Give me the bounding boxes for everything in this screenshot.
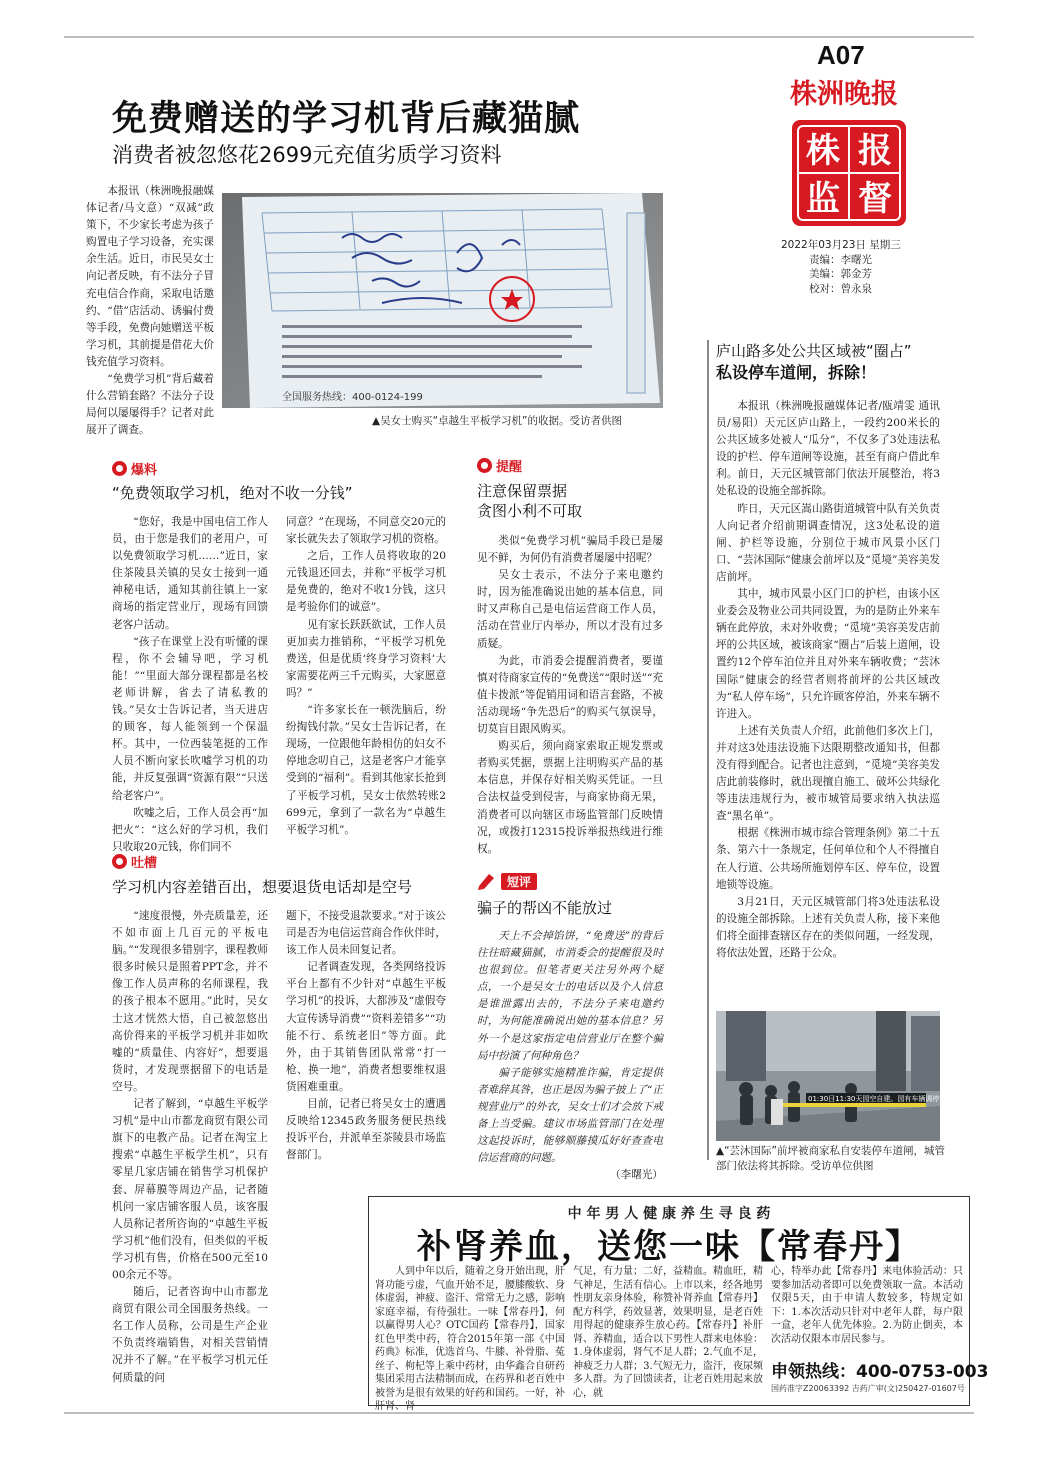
section-column: [477, 533, 663, 861]
section-column: [477, 928, 663, 1180]
stamp-char: 监: [806, 179, 840, 219]
issue-date: 2022年03月23日 星期三: [781, 239, 901, 251]
author-credit: （李曙光）: [610, 1169, 663, 1182]
ad-headline: 补肾养血，送您一味【常春丹】: [417, 1227, 921, 1267]
side-article-body: [716, 398, 940, 1010]
body-paragraph: 见有家长跃跃欲试，工作人员更加卖力推销称，“平板学习机免费送，但是优质‘终身学习资料’大家需要花两三千元购买，大家愿意吗？”: [286, 618, 446, 699]
body-paragraph: 吴女士表示，不法分子来电邀约时，因为能准确说出她的基本信息，同时又声称自己是电信运营商工作人员，活动在营业厅内举办，所以才没有过多质疑。: [477, 569, 663, 650]
badge-dot-icon: [477, 458, 492, 473]
section-title: 学习机内容差错百出，想要退货电话却是空号: [112, 878, 413, 896]
receipt-hotline: 全国服务热线：400-0124-199: [282, 392, 423, 403]
badge-label: 爆料: [131, 463, 158, 478]
body-paragraph: 本报讯（株洲晚报融媒体记者/瓯靖雯 通讯员/易阳）天元区庐山路上，一段约200米长的公共区域多处被人“瓜分”，不仅多了3处违法私设的护栏、停车道闸等设施，甚至有商户借此牟利。前日，天元区城管部门依法开展整治，将3处私设的设施全部拆除。: [716, 400, 940, 498]
body-paragraph: 昨日，天元区嵩山路街道城管中队有关负责人向记者介绍前期调查情况，这3处私设的道闸、护栏等设施，分别位于城市风景小区门口、“芸沐国际”健康会前坪以及“觅境”美容美发店前坪。: [716, 502, 940, 583]
stamp-char: 报: [858, 131, 892, 171]
side-title-line: 庐山路多处公共区域被“圈占”: [716, 342, 912, 360]
body-paragraph: 随后，记者咨询中山市都龙商贸有限公司全国服务热线。一名工作人员称，公司是生产企业不负责终端销售，对相关营销情况并不了解。”在平板学习机元任何质量的问: [112, 1286, 268, 1384]
section-title: “免费领取学习机，绝对不收一分钱”: [112, 484, 353, 502]
lead-paragraph: 本报讯（株洲晚报融媒体记者/马文意）“双减”政策下，不少家长考虑为孩子购置电子学习设备，充实课余生活。近日，市民吴女士向记者反映，有不法分子冒充电信合作商，采取电话邀约、“借”店活动、诱骗付费等手段，免费向她赠送平板学习机，其前提是借花大价钱充值学习资料。: [86, 185, 214, 368]
barrier-photo: [716, 1011, 968, 1141]
body-paragraph: 目前，记者已将吴女士的遭遇反映给12345政务服务便民热线投诉平台，并派单至茶陵县市场监督部门。: [286, 1098, 446, 1162]
body-paragraph: 3月21日，天元区城管部门将3处违法私设的设施全部拆除。上述有关负责人称，接下来他们将全面排查辖区存在的类似问题，一经发现，将依法处置，还路于公众。: [716, 895, 940, 959]
receipt-caption: ▲吴女士购买“卓越生平板学习机”的收据。受访者供图: [372, 415, 622, 427]
body-paragraph: 同意？”在现场，不同意交20元的家长就失去了领取学习机的资格。: [286, 516, 446, 546]
ad-column: [771, 1265, 963, 1349]
body-paragraph: 之后，工作人员将收取的20元钱退还回去，并称“平板学习机是免费的，绝对不收1分钱，这只是考验你们的诚意”。: [286, 550, 446, 614]
photo-banner-text: 01:30日11:30天园空自建。园有车辆调停至我一根: [808, 1095, 968, 1103]
lead-column: [86, 183, 214, 437]
body-paragraph: 根据《株洲市城市综合管理条例》第二十五条、第六十一条规定，任何单位和个人不得擅自在人行道、公共场所施划停车区、停车位，设置地锁等设施。: [716, 827, 940, 891]
column-stamp: [788, 116, 910, 230]
body-paragraph: 记者了解到，“卓越生平板学习机”是中山市都龙商贸有限公司旗下的电教产品。记者在淘宝上搜索“卓越生平板学生机”，只有零星几家店铺在销售学习机保护套、屏幕膜等周边产品，记者随机问一家店铺客服人员，该客服人员称记者所咨询的“卓越生平板学习机”他们没有，但类似的平板学习机有售，价格在500元至1000余元不等。: [112, 1098, 268, 1281]
badge-label: 短评: [501, 873, 537, 890]
main-headline: 免费赠送的学习机背后藏猫腻: [112, 99, 581, 139]
body-paragraph: 购买后，须向商家索取正规发票或者购买凭据，票据上注明购买产品的基本信息，并保存好相关购买凭证。一旦合法权益受到侵害，与商家协商无果，消费者可以向辖区市场监管部门反映情况，或拨打12315投诉举报热线进行维权。: [477, 740, 663, 855]
receipt-photo: [222, 193, 663, 408]
body-paragraph: “您好，我是中国电信工作人员，由于您是我们的老用户，可以免费领取学习机……”近日，家住茶陵县关镇的吴女士接到一通神秘电话，通知其前往镇上一家商场的指定营业厅，现场有回馈老客户活动。: [112, 516, 268, 631]
stamp-char: 督: [858, 179, 892, 219]
section-badge-duanping: [477, 872, 537, 890]
ad-text: 气足，有力量；二好，益精血。精血旺，精气神足，生活有信心。上市以来，经各地男性朋友亲身体验，称赞补肾养血【常春丹】配方科学，药效显著，效果明显，是老百姓用得起的健康养生放心药。【常春丹】补肝肾、养精血，适合以下男性人群来电体验：1.身体虚弱，肾气不足人群；2.气血不足，神疲乏力人群；3.气短无力，盗汗，夜尿频多人群。为了回馈读者，让老百姓用起来放心，就: [573, 1266, 763, 1399]
body-paragraph: “孩子在课堂上没有听懂的课程，你不会辅导吧，学习机能！”“里面大部分课程都是名校老师讲解，省去了请私教的钱。”吴女士告诉记者，当天进店的顾客，每人能领到一个保温杯。其中，一位西装笔挺的工作人员不断向家长吹嘘学习机的功能，并反复强调“资源有限”“只送给老客户”。: [112, 635, 268, 802]
section-title: 贪图小利不可取: [477, 502, 583, 520]
top-rule: [64, 36, 974, 38]
body-paragraph: “速度很慢，外壳质量差，还不如市面上几百元的平板电脑。”“发现很多错别字，课程教师很多时候只是照着PPT念，并不像工作人员声称的名师课程，我的孩子根本不愿用。”此时，吴女士这才恍然大悟，自己被忽悠出高价得来的平板学习机并非如吹嘘的“质量佳、内容好”，想要退货时，才发现票据留下的电话是空号。: [112, 910, 268, 1093]
proof-credit: 校对：曾永泉: [809, 282, 872, 295]
body-paragraph: 为此，市消委会提醒消费者，要谨慎对待商家宣传的“免费送”“限时送”“充值卡拨派”等促销用词和语言套路，不被活动现场“争先恐后”的购买气氛误导，切莫盲目跟风购买。: [477, 654, 663, 736]
section-column: [112, 908, 268, 1394]
masthead-logo: [778, 76, 910, 112]
ad-column: [573, 1265, 763, 1399]
page-number: A07: [817, 40, 865, 70]
lead-paragraph: “免费学习机”背后藏着什么营销套路？不法分子设局何以屡屡得手？记者对此展开了调查。: [86, 373, 214, 437]
body-paragraph: 天上不会掉馅饼，“免费送”的背后往往暗藏猫腻，市消委会的提醒很及时也很到位。但笔者更关注另外两个疑点，一个是吴女士的电话以及个人信息是谁泄露出去的，不法分子来电邀约时，为何能准确说出她的基本信息？另外一个是这家指定电信营业厅在整个骗局中扮演了何种角色？: [477, 930, 663, 1062]
barrier-caption: ▲“芸沐国际”前坪被商家私自安装停车道闸，城管部门依法将其拆除。受访单位供图: [716, 1145, 945, 1172]
section-badge-tucao: [112, 852, 157, 871]
stamp-char: 株: [806, 131, 840, 171]
body-paragraph: “许多家长在一顿洗脑后，纷纷掏钱付款。”吴女士告诉记者，在现场，一位跟他年龄相仿的妇女不停地念叨自己，这是老客户才能享受到的“福利”。看到其他家长抢到了平板学习机，吴女士依然转账2699元，拿到了一款名为“卓越生平板学习机”。: [286, 704, 446, 836]
issue-meta: [781, 238, 901, 296]
badge-label: 吐槽: [131, 856, 158, 871]
section-title: 骗子的帮凶不能放过: [477, 899, 613, 917]
ad-text: 人到中年以后，随着之身开始出现，肝肾功能亏虚，气血开始不足，腰膝酸软、身体虚弱，神疲、盗汗、常常无力之感，影响家庭幸福，有待强壮。一味【常春丹】，何以赢得男人心？OTC国药【常春丹】，国家红色甲类中药，符合2015年第一部《中国药典》标准，优选首乌、牛膝、补骨脂、菟丝子、枸杞等上乘中药材，由华鑫合自研药集团采用古法精制而成，在药界和老百姓中被誉为是很有效果的好药和国药。一好，补肝肾、肾: [375, 1266, 565, 1412]
body-paragraph: 记者调查发现，各类网络投诉平台上都有不少针对“卓越生平板学习机”的投诉，大都涉及“虚假夸大宣传诱导消费”“资料差错多”“功能不行、系统老旧”等方面。此外，由于其销售团队常常“打一枪、换一地”，消费者想要维权退货困难重重。: [286, 961, 446, 1093]
editor-credit: 责编：李曙光: [809, 253, 872, 266]
ad-text: 心，特举办此【常春丹】来电体验活动：只要参加活动者即可以免费领取一盒。本活动仅限5天，由于申请人数较多，特规定如下：1.本次活动只针对中老年人群，每户限一盒，老年人优先体验。2.为防止倒卖，本次活动仅限本市居民参与。: [771, 1266, 963, 1345]
body-paragraph: 类似“免费学习机”骗局手段已是屡见不鲜，为何仍有消费者屡屡中招呢？: [477, 535, 663, 565]
designer-credit: 美编：郭金芳: [809, 268, 872, 280]
body-paragraph: 吹嘘之后，工作人员会再“加把火”：“这么好的学习机，我们只收取20元钱，你们同不: [112, 806, 268, 853]
section-column: [112, 514, 268, 853]
badge-dot-icon: [112, 854, 127, 869]
side-title-line: 私设停车道闸，拆除！: [716, 363, 877, 382]
badge-label: 提醒: [496, 460, 523, 475]
body-paragraph: 其中，城市风景小区门口的护栏，由该小区业委会及物业公司共同设置，为的是防止外来车辆在此停放，未对外收费；“觅境”美容美发店前坪的公共区域，被该商家“圈占”后装上道闸，设置约12个停车泊位并且对外来车辆收费；“芸沐国际”健康会的经营者则将前坪的公共区域改为“私人停车场”，只允许顾客停泊，外来车辆不许进入。: [716, 588, 940, 720]
ad-kicker: 中 年 男 人 健 康 养 生 寻 良 药: [567, 1206, 771, 1222]
badge-dot-icon: [112, 461, 127, 476]
pen-icon: [477, 872, 497, 890]
section-column: [286, 514, 446, 836]
ad-column: [375, 1265, 565, 1412]
section-title: 注意保留票据: [477, 482, 568, 500]
section-column: [286, 908, 446, 1170]
body-paragraph: 骗子能够实施精准诈骗，肯定提供者难辞其咎，也正是因为骗子披上了“正规营业厅”的外衣，吴女士们才会放下戒备上当受骗。建议市场监管部门在处理这起投诉时，能够顺藤摸瓜好好查查电信运营商的问题。: [477, 1066, 663, 1165]
main-subhead: 消费者被忽悠花2699元充值劣质学习资料: [112, 143, 502, 167]
side-article-title: [716, 341, 946, 383]
ad-block: [368, 1196, 989, 1412]
side-article-frame: [707, 340, 709, 1160]
section-badge-baoliao: [112, 459, 157, 478]
ad-approval: 国药准字Z20063392 吉药广审(文)250427-01607号: [771, 1384, 965, 1393]
masthead-name: 株洲晚报: [790, 79, 898, 110]
ad-hotline: 申领热线：400-0753-003: [771, 1362, 989, 1382]
body-paragraph: 题下，不接受退款要求。”对于该公司是否为电信运营商合作伙伴时，该工作人员未回复记者。: [286, 910, 446, 957]
section-badge-tixing: [477, 456, 522, 475]
body-paragraph: 上述有关负责人介绍，此前他们多次上门，并对这3处违法设施下达限期整改通知书，但都没有得到配合。记者也注意到，“觅境”美容美发店此前装修时，就出现擅自施工、破坏公共绿化等违法违规行为，被市城管局要求纳入执法巡查“黑名单”。: [716, 724, 940, 823]
